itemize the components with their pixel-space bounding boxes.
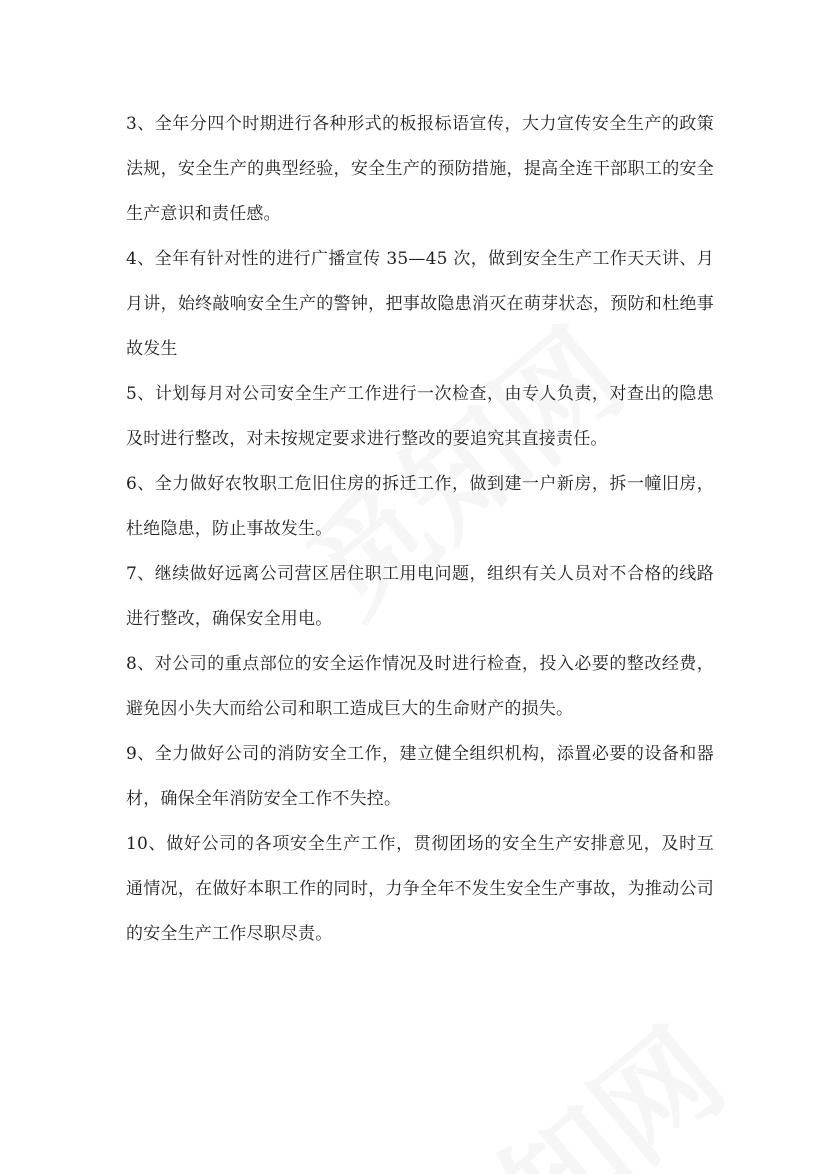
paragraph-item-9: 9、全力做好公司的消防安全工作，建立健全组织机构，添置必要的设备和器材，确保全年消防安全工作不失控。 xyxy=(126,744,714,809)
paragraph-item-3: 3、全年分四个时期进行各种形式的板报标语宣传，大力宣传安全生产的政策法规，安全生产的典型经验，安全生产的预防措施，提高全连干部职工的安全生产意识和责任感。 xyxy=(126,114,714,224)
paragraph-item-10: 10、做好公司的各项安全生产工作，贯彻团场的安全生产安排意见，及时互通情况，在做好本职工作的同时，力争全年不发生安全生产事故，为推动公司的安全生产工作尽职尽责。 xyxy=(126,834,714,944)
paragraph-item-7: 7、继续做好远离公司营区居住职工用电问题，组织有关人员对不合格的线路进行整改，确保安全用电。 xyxy=(126,564,714,629)
paragraph-item-4: 4、全年有针对性的进行广播宣传 35—45 次，做到安全生产工作天天讲、月月讲，始终敲响安全生产的警钟，把事故隐患消灭在萌芽状态，预防和杜绝事故发生 xyxy=(126,249,714,359)
document-body xyxy=(126,102,714,957)
paragraph-item-6: 6、全力做好农牧职工危旧住房的拆迁工作，做到建一户新房，拆一幢旧房，杜绝隐患，防止事故发生。 xyxy=(126,474,714,539)
paragraph-item-8: 8、对公司的重点部位的安全运作情况及时进行检查，投入必要的整改经费，避免因小失大而给公司和职工造成巨大的生命财产的损失。 xyxy=(126,654,714,719)
watermark xyxy=(367,984,753,1174)
paragraph-item-5: 5、计划每月对公司安全生产工作进行一次检查，由专人负责，对查出的隐患及时进行整改，对未按规定要求进行整改的要追究其直接责任。 xyxy=(126,384,714,449)
